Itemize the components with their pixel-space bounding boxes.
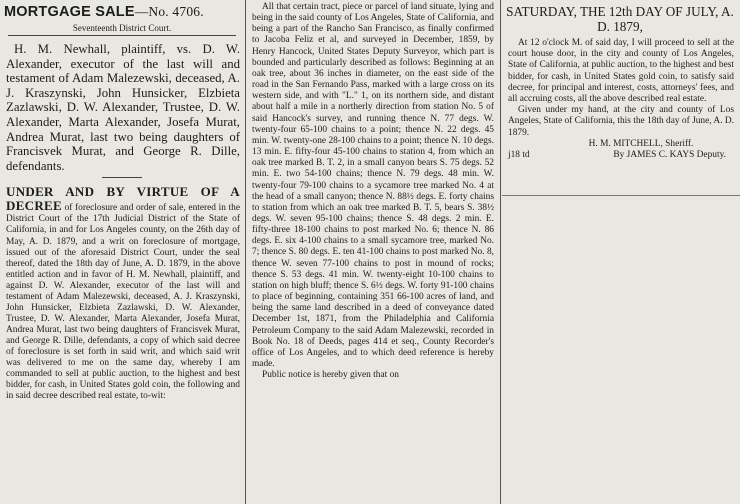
given-under-hand-paragraph: Given under my hand, at the city and county of Los Angeles, State of California, this the 18th day of June, A. D. 1879. [508,105,735,138]
case-parties: H. M. Newhall, plaintiff, vs. D. W. Alexander, executor of the last will and testament of Adam Malezewski, deceased, A. J. Kraszynski, John Hunsicker, Elzbieta Zazlawski, D. W. Alexander, Trustee, D. W. Alexander, Marta Alexander, Josefa Murat, Andrea Murat, last two being daughters of Francisvek Murat, and George R. Dille, defendants. [6,42,240,173]
property-description: All that certain tract, piece or parcel of land situate, lying and being in the said county of Los Angeles, State of California, and being a part of the Rancho San Francisco, as finally confirmed to Jacoba Feliz et al, and surveyed in December, 1859, by Henry Hancock, United States Deputy Surveyor, which part is bounded and particularly described as follows: Beginning at an oak tree, about 36 inches in diameter, on the east side of the road in the San Fernando Pass, marked with a large cross on its western side, and with "L." 1, on its northern side, and distant about half a mile in a northerly direction from station No. 5 of said Hancock's survey, and running thence N. 77 degs. W. twenty-four 65-100 chains to a point; thence N. 22 degs. 45 min. W. twenty-one 28-100 chains to a point; thence N. 10 degs. 13 min. E. fifty-four 45-100 chains to station 4, from which an oak tree marked B. T. 2, in a small canyon bears S. 75 degs. 52 min. E. two 54-100 chains; thence N. 79 degs. 48 min. W. twenty-four 79-100 chains to a sycamore tree marked No. 4 at the head of a small canyon; thence N. 88½ degs. E. forty chains to station from which an oak tree marked B. T. 5, bears S. 38½ degs. W. seven 95-100 chains; thence S. 48 degs. 2 min. E. fifty-three 18-100 chains to post marked No. 6; thence N. 86 degs. E. six 4-100 chains to a small sycamore tree, marked No. 7; thence S. 80 degs. E. ten 41-100 chains to post marked No. 8, thence W. seven 77-100 chains to post in mound of rocks; thence S. 53 degs. 41 min. W. twenty-eight 10-100 chains to station on high bluff; thence S. 6½ degs. W. forty 91-100 chains to place of beginning, containing 351 66-100 acres of land, and being the same land described in a deed of conveyance dated December 1st, 1871, from the Philadelphia and California Petroleum Company to the said Adam Malezewski, recorded in Book No. 18 of Deeds, pages 414 et seq., County Recorder's office of Los Angeles, and to which deed reference is hereby made. [252,2,494,369]
sale-date-heading: SATURDAY, THE 12th DAY OF JULY, A. D. 1879, [506,4,734,34]
headline-title: MORTGAGE SALE [4,4,135,20]
column-middle [246,0,498,504]
court-name: Seventeenth District Court. [72,23,172,33]
decree-paragraph [6,186,240,402]
issue-code: j18 td [508,149,530,160]
sale-terms-paragraph: At 12 o'clock M. of said day, I will proceed to sell at the court house door, in the city and county of Los Angeles, State of California, at public auction, to the highest and best bidder, for cash, in United States gold coin, to satisfy said decree, for principal and interest, costs, attorneys' fees, and all accruing costs, all the above described real estate. [508,38,734,105]
column-divider [500,0,501,504]
divider [8,35,236,36]
deputy-line [508,150,734,161]
headline-number: —No. 4706. [134,4,204,19]
decree-lead-caps: UNDER AND BY VIRTUE OF A DECREE [6,184,240,214]
notice-headline [4,4,244,20]
column-left [0,0,244,504]
decree-text: of foreclosure and order of sale, entered in the District Court of the 17th Judicial District of the State of California, in and for Los Angeles county, on the 26th day of May, A. D. 1879, and a writ on foreclosure of mortgage, issued out of the aforesaid District Court, under the seal thereof, dated the 18th day of June, A. D. 1879, in the above entitled action and in favor of H. M. Newhall, plaintiff, and against D. W. Alexander, executor of the last will and testament of Adam Malezewski, deceased, A. J. Kraszynski, John Hunsicker, Elzbieta Zazlawski, D. W. Alexander, Trustee, D. W. Alexander, Marta Alexander, Josefa Murat, Andrea Murat, last two being daughters of Francisvek Murat, and George R. Dille, defendants, a copy of which said decree of foreclosure is set forth in said writ, and which said writ was delivered to me on the same day, whereby I am commanded to sell at public auction, to the highest and best bidder, for cash, in United States gold coin, the following and in said decree described real estate, to-wit: [6,203,240,402]
deputy-signature: By JAMES C. KAYS Deputy. [613,149,726,160]
sheriff-signature: H. M. MITCHELL, Sheriff. [588,138,694,149]
divider [102,177,142,178]
public-notice-line: Public notice is hereby given that on [262,370,399,381]
column-right [502,0,738,196]
